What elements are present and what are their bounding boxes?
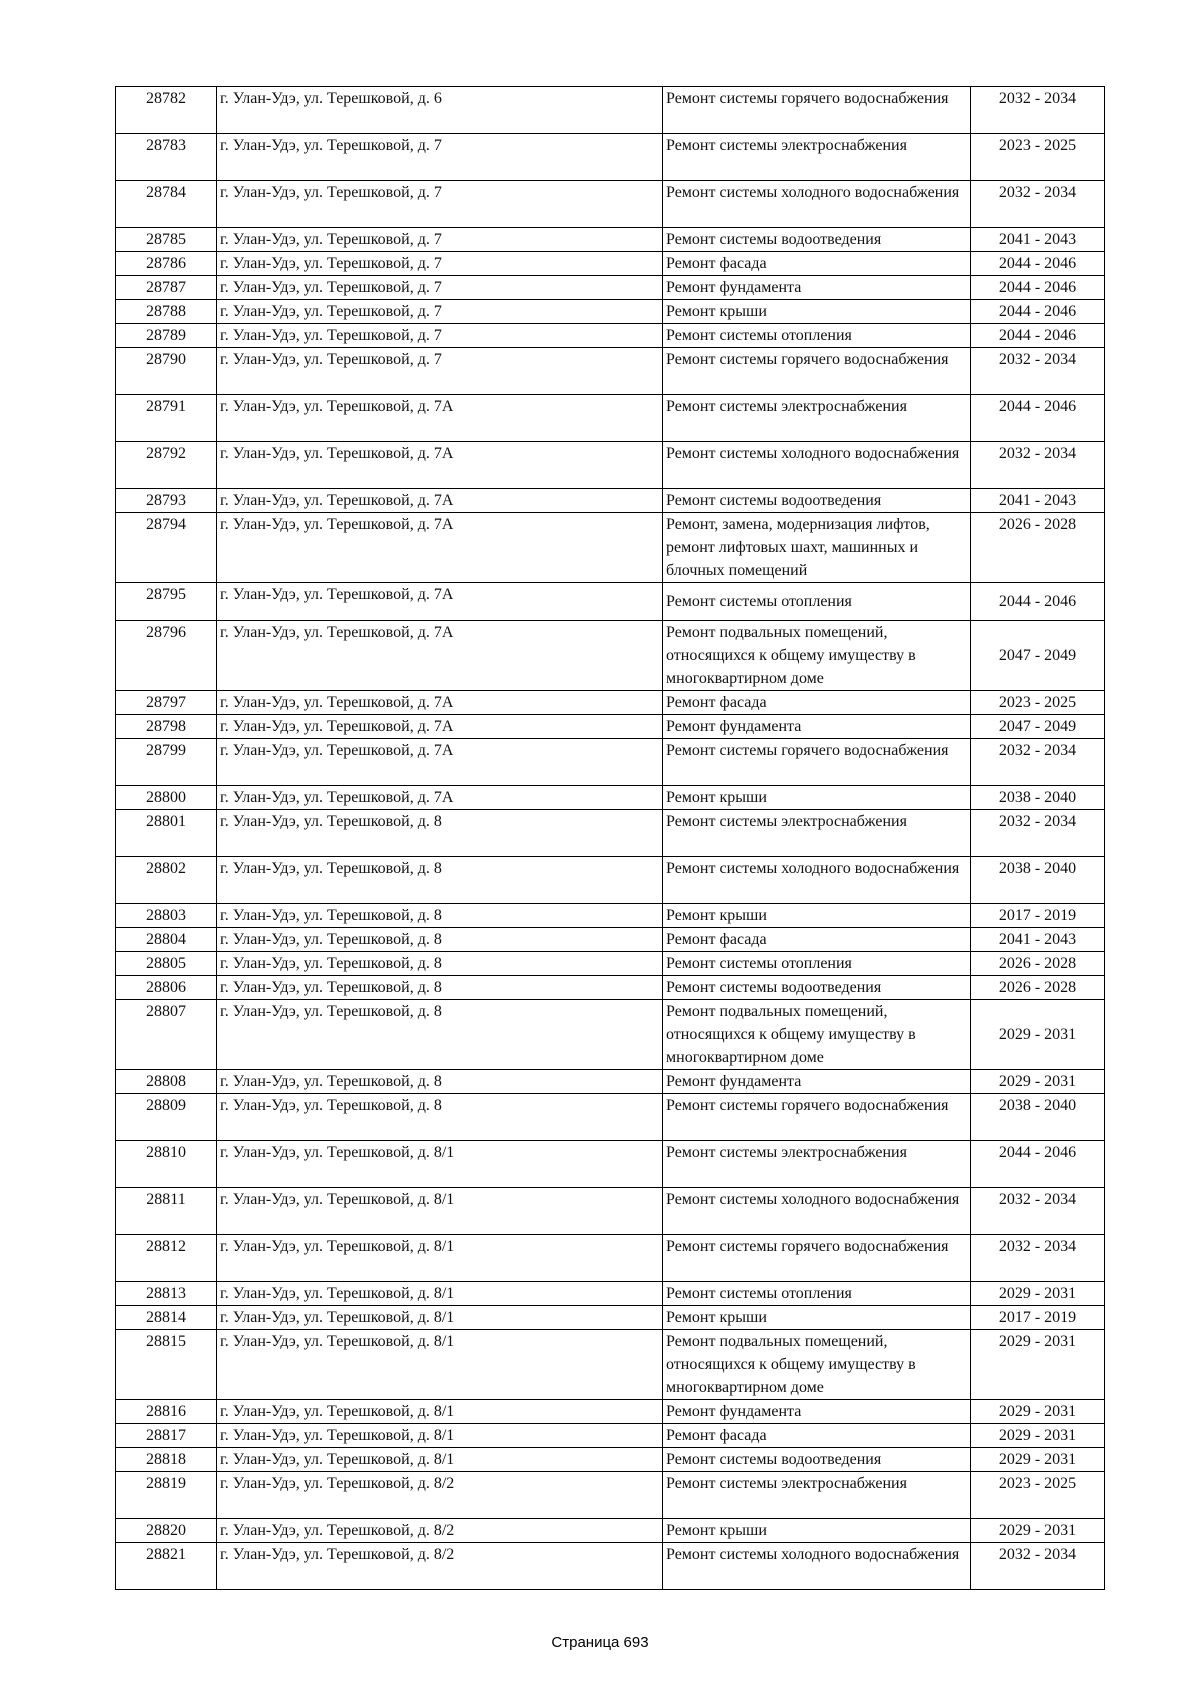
work-type-cell: Ремонт крыши — [663, 786, 971, 810]
work-type-cell: Ремонт системы горячего водоснабжения — [663, 739, 971, 786]
table-row — [116, 1282, 1105, 1306]
work-type-cell: Ремонт системы отопления — [663, 324, 971, 348]
table-row — [116, 857, 1105, 904]
address-cell: г. Улан-Удэ, ул. Терешковой, д. 8 — [217, 928, 663, 952]
record-id-cell: 28791 — [116, 395, 217, 442]
record-id-cell: 28797 — [116, 691, 217, 715]
work-type-cell: Ремонт системы водоотведения — [663, 489, 971, 513]
work-type-cell: Ремонт фасада — [663, 691, 971, 715]
address-cell: г. Улан-Удэ, ул. Терешковой, д. 8/2 — [217, 1472, 663, 1519]
period-cell: 2032 - 2034 — [971, 1235, 1105, 1282]
work-type-cell: Ремонт крыши — [663, 1519, 971, 1543]
address-cell: г. Улан-Удэ, ул. Терешковой, д. 7А — [217, 583, 663, 621]
table-row — [116, 1424, 1105, 1448]
period-cell: 2026 - 2028 — [971, 513, 1105, 583]
table-row — [116, 1141, 1105, 1188]
address-cell: г. Улан-Удэ, ул. Терешковой, д. 7А — [217, 691, 663, 715]
period-cell: 2041 - 2043 — [971, 489, 1105, 513]
address-cell: г. Улан-Удэ, ул. Терешковой, д. 7 — [217, 324, 663, 348]
address-cell: г. Улан-Удэ, ул. Терешковой, д. 7А — [217, 715, 663, 739]
work-type-cell: Ремонт системы холодного водоснабжения — [663, 857, 971, 904]
record-id-cell: 28796 — [116, 621, 217, 691]
address-cell: г. Улан-Удэ, ул. Терешковой, д. 7 — [217, 181, 663, 228]
record-id-cell: 28818 — [116, 1448, 217, 1472]
period-cell: 2044 - 2046 — [971, 583, 1105, 621]
table-row — [116, 810, 1105, 857]
address-cell: г. Улан-Удэ, ул. Терешковой, д. 7 — [217, 228, 663, 252]
work-type-cell: Ремонт фундамента — [663, 715, 971, 739]
work-type-cell: Ремонт системы горячего водоснабжения — [663, 1094, 971, 1141]
table-row — [116, 276, 1105, 300]
table-row — [116, 1235, 1105, 1282]
period-cell: 2038 - 2040 — [971, 1094, 1105, 1141]
period-cell: 2029 - 2031 — [971, 1519, 1105, 1543]
period-cell: 2023 - 2025 — [971, 691, 1105, 715]
work-type-cell: Ремонт системы холодного водоснабжения — [663, 1543, 971, 1590]
work-type-cell: Ремонт системы электроснабжения — [663, 1472, 971, 1519]
table-row — [116, 1094, 1105, 1141]
work-type-cell: Ремонт фундамента — [663, 276, 971, 300]
record-id-cell: 28789 — [116, 324, 217, 348]
period-cell: 2032 - 2034 — [971, 739, 1105, 786]
record-id-cell: 28803 — [116, 904, 217, 928]
table-row — [116, 715, 1105, 739]
work-type-cell: Ремонт крыши — [663, 1306, 971, 1330]
table-row — [116, 87, 1105, 134]
table-row — [116, 134, 1105, 181]
record-id-cell: 28802 — [116, 857, 217, 904]
table-row — [116, 1330, 1105, 1400]
table-row — [116, 1000, 1105, 1070]
work-type-cell: Ремонт системы отопления — [663, 1282, 971, 1306]
period-cell: 2032 - 2034 — [971, 181, 1105, 228]
address-cell: г. Улан-Удэ, ул. Терешковой, д. 7А — [217, 442, 663, 489]
address-cell: г. Улан-Удэ, ул. Терешковой, д. 8/1 — [217, 1330, 663, 1400]
table-row — [116, 904, 1105, 928]
address-cell: г. Улан-Удэ, ул. Терешковой, д. 8 — [217, 976, 663, 1000]
address-cell: г. Улан-Удэ, ул. Терешковой, д. 7 — [217, 252, 663, 276]
record-id-cell: 28813 — [116, 1282, 217, 1306]
address-cell: г. Улан-Удэ, ул. Терешковой, д. 8/1 — [217, 1141, 663, 1188]
work-type-cell: Ремонт системы электроснабжения — [663, 134, 971, 181]
record-id-cell: 28810 — [116, 1141, 217, 1188]
period-cell: 2038 - 2040 — [971, 857, 1105, 904]
table-row — [116, 621, 1105, 691]
address-cell: г. Улан-Удэ, ул. Терешковой, д. 8/1 — [217, 1400, 663, 1424]
record-id-cell: 28807 — [116, 1000, 217, 1070]
work-type-cell: Ремонт фасада — [663, 928, 971, 952]
address-cell: г. Улан-Удэ, ул. Терешковой, д. 7 — [217, 276, 663, 300]
work-type-cell: Ремонт системы холодного водоснабжения — [663, 442, 971, 489]
period-cell: 2032 - 2034 — [971, 810, 1105, 857]
period-cell: 2017 - 2019 — [971, 1306, 1105, 1330]
period-cell: 2023 - 2025 — [971, 1472, 1105, 1519]
record-id-cell: 28788 — [116, 300, 217, 324]
address-cell: г. Улан-Удэ, ул. Терешковой, д. 8/1 — [217, 1306, 663, 1330]
period-cell: 2026 - 2028 — [971, 976, 1105, 1000]
work-type-cell: Ремонт системы горячего водоснабжения — [663, 348, 971, 395]
table-row — [116, 1543, 1105, 1590]
work-type-cell: Ремонт системы электроснабжения — [663, 1141, 971, 1188]
period-cell: 2032 - 2034 — [971, 1543, 1105, 1590]
table-row — [116, 952, 1105, 976]
period-cell: 2029 - 2031 — [971, 1282, 1105, 1306]
page-number: Страница 693 — [551, 1634, 649, 1651]
period-cell: 2032 - 2034 — [971, 442, 1105, 489]
period-cell: 2044 - 2046 — [971, 395, 1105, 442]
address-cell: г. Улан-Удэ, ул. Терешковой, д. 8 — [217, 1094, 663, 1141]
period-cell: 2041 - 2043 — [971, 228, 1105, 252]
period-cell: 2047 - 2049 — [971, 715, 1105, 739]
record-id-cell: 28821 — [116, 1543, 217, 1590]
work-type-cell: Ремонт системы холодного водоснабжения — [663, 181, 971, 228]
period-cell: 2029 - 2031 — [971, 1070, 1105, 1094]
table-row — [116, 181, 1105, 228]
record-id-cell: 28820 — [116, 1519, 217, 1543]
record-id-cell: 28782 — [116, 87, 217, 134]
period-cell: 2026 - 2028 — [971, 952, 1105, 976]
work-type-cell: Ремонт системы отопления — [663, 952, 971, 976]
table-row — [116, 348, 1105, 395]
address-cell: г. Улан-Удэ, ул. Терешковой, д. 7А — [217, 786, 663, 810]
table-row — [116, 739, 1105, 786]
table-row — [116, 1448, 1105, 1472]
period-cell: 2032 - 2034 — [971, 87, 1105, 134]
work-type-cell: Ремонт фасада — [663, 252, 971, 276]
table-row — [116, 442, 1105, 489]
table-row — [116, 1519, 1105, 1543]
work-type-cell: Ремонт крыши — [663, 904, 971, 928]
period-cell: 2041 - 2043 — [971, 928, 1105, 952]
period-cell: 2044 - 2046 — [971, 1141, 1105, 1188]
address-cell: г. Улан-Удэ, ул. Терешковой, д. 7А — [217, 621, 663, 691]
work-type-cell: Ремонт фундамента — [663, 1400, 971, 1424]
address-cell: г. Улан-Удэ, ул. Терешковой, д. 8 — [217, 1070, 663, 1094]
table-row — [116, 395, 1105, 442]
address-cell: г. Улан-Удэ, ул. Терешковой, д. 8 — [217, 857, 663, 904]
period-cell: 2038 - 2040 — [971, 786, 1105, 810]
address-cell: г. Улан-Удэ, ул. Терешковой, д. 8/2 — [217, 1543, 663, 1590]
work-type-cell: Ремонт крыши — [663, 300, 971, 324]
work-type-cell: Ремонт системы электроснабжения — [663, 810, 971, 857]
record-id-cell: 28799 — [116, 739, 217, 786]
period-cell: 2017 - 2019 — [971, 904, 1105, 928]
table-row — [116, 1070, 1105, 1094]
work-type-cell: Ремонт подвальных помещений, относящихся к общему имуществу в многоквартирном доме — [663, 1000, 971, 1070]
record-id-cell: 28811 — [116, 1188, 217, 1235]
address-cell: г. Улан-Удэ, ул. Терешковой, д. 7А — [217, 395, 663, 442]
period-cell: 2029 - 2031 — [971, 1000, 1105, 1070]
table-row — [116, 928, 1105, 952]
table-row — [116, 300, 1105, 324]
period-cell: 2044 - 2046 — [971, 300, 1105, 324]
table-row — [116, 513, 1105, 583]
work-type-cell: Ремонт подвальных помещений, относящихся к общему имуществу в многоквартирном доме — [663, 621, 971, 691]
work-type-cell: Ремонт фасада — [663, 1424, 971, 1448]
work-type-cell: Ремонт системы электроснабжения — [663, 395, 971, 442]
record-id-cell: 28801 — [116, 810, 217, 857]
address-cell: г. Улан-Удэ, ул. Терешковой, д. 7 — [217, 348, 663, 395]
record-id-cell: 28800 — [116, 786, 217, 810]
address-cell: г. Улан-Удэ, ул. Терешковой, д. 8/2 — [217, 1519, 663, 1543]
address-cell: г. Улан-Удэ, ул. Терешковой, д. 8 — [217, 810, 663, 857]
address-cell: г. Улан-Удэ, ул. Терешковой, д. 7А — [217, 513, 663, 583]
table-row — [116, 252, 1105, 276]
repair-schedule-table — [115, 86, 1105, 1590]
record-id-cell: 28790 — [116, 348, 217, 395]
record-id-cell: 28812 — [116, 1235, 217, 1282]
period-cell: 2023 - 2025 — [971, 134, 1105, 181]
table-row — [116, 786, 1105, 810]
record-id-cell: 28794 — [116, 513, 217, 583]
record-id-cell: 28804 — [116, 928, 217, 952]
work-type-cell: Ремонт системы горячего водоснабжения — [663, 87, 971, 134]
work-type-cell: Ремонт подвальных помещений, относящихся к общему имуществу в многоквартирном доме — [663, 1330, 971, 1400]
work-type-cell: Ремонт системы водоотведения — [663, 228, 971, 252]
record-id-cell: 28784 — [116, 181, 217, 228]
table-row — [116, 583, 1105, 621]
address-cell: г. Улан-Удэ, ул. Терешковой, д. 8/1 — [217, 1235, 663, 1282]
record-id-cell: 28783 — [116, 134, 217, 181]
record-id-cell: 28798 — [116, 715, 217, 739]
record-id-cell: 28819 — [116, 1472, 217, 1519]
record-id-cell: 28806 — [116, 976, 217, 1000]
record-id-cell: 28787 — [116, 276, 217, 300]
table-row — [116, 1188, 1105, 1235]
period-cell: 2047 - 2049 — [971, 621, 1105, 691]
address-cell: г. Улан-Удэ, ул. Терешковой, д. 8/1 — [217, 1188, 663, 1235]
record-id-cell: 28808 — [116, 1070, 217, 1094]
record-id-cell: 28793 — [116, 489, 217, 513]
address-cell: г. Улан-Удэ, ул. Терешковой, д. 8 — [217, 904, 663, 928]
period-cell: 2029 - 2031 — [971, 1448, 1105, 1472]
work-type-cell: Ремонт системы водоотведения — [663, 1448, 971, 1472]
work-type-cell: Ремонт системы отопления — [663, 583, 971, 621]
address-cell: г. Улан-Удэ, ул. Терешковой, д. 8/1 — [217, 1448, 663, 1472]
address-cell: г. Улан-Удэ, ул. Терешковой, д. 8 — [217, 1000, 663, 1070]
table-row — [116, 1400, 1105, 1424]
period-cell: 2044 - 2046 — [971, 276, 1105, 300]
period-cell: 2032 - 2034 — [971, 348, 1105, 395]
record-id-cell: 28805 — [116, 952, 217, 976]
address-cell: г. Улан-Удэ, ул. Терешковой, д. 8 — [217, 952, 663, 976]
address-cell: г. Улан-Удэ, ул. Терешковой, д. 7 — [217, 300, 663, 324]
record-id-cell: 28786 — [116, 252, 217, 276]
period-cell: 2044 - 2046 — [971, 252, 1105, 276]
period-cell: 2029 - 2031 — [971, 1400, 1105, 1424]
table-row — [116, 489, 1105, 513]
address-cell: г. Улан-Удэ, ул. Терешковой, д. 8/1 — [217, 1424, 663, 1448]
period-cell: 2029 - 2031 — [971, 1424, 1105, 1448]
period-cell: 2032 - 2034 — [971, 1188, 1105, 1235]
address-cell: г. Улан-Удэ, ул. Терешковой, д. 8/1 — [217, 1282, 663, 1306]
table-row — [116, 976, 1105, 1000]
record-id-cell: 28816 — [116, 1400, 217, 1424]
table-row — [116, 691, 1105, 715]
period-cell: 2029 - 2031 — [971, 1330, 1105, 1400]
table-row — [116, 324, 1105, 348]
table-row — [116, 1306, 1105, 1330]
period-cell: 2044 - 2046 — [971, 324, 1105, 348]
address-cell: г. Улан-Удэ, ул. Терешковой, д. 6 — [217, 87, 663, 134]
record-id-cell: 28792 — [116, 442, 217, 489]
address-cell: г. Улан-Удэ, ул. Терешковой, д. 7А — [217, 739, 663, 786]
record-id-cell: 28815 — [116, 1330, 217, 1400]
work-type-cell: Ремонт, замена, модернизация лифтов, ремонт лифтовых шахт, машинных и блочных помещений — [663, 513, 971, 583]
work-type-cell: Ремонт системы холодного водоснабжения — [663, 1188, 971, 1235]
record-id-cell: 28809 — [116, 1094, 217, 1141]
table-body — [116, 87, 1105, 1590]
address-cell: г. Улан-Удэ, ул. Терешковой, д. 7 — [217, 134, 663, 181]
record-id-cell: 28795 — [116, 583, 217, 621]
table-row — [116, 1472, 1105, 1519]
record-id-cell: 28814 — [116, 1306, 217, 1330]
table-row — [116, 228, 1105, 252]
record-id-cell: 28785 — [116, 228, 217, 252]
work-type-cell: Ремонт системы водоотведения — [663, 976, 971, 1000]
address-cell: г. Улан-Удэ, ул. Терешковой, д. 7А — [217, 489, 663, 513]
record-id-cell: 28817 — [116, 1424, 217, 1448]
work-type-cell: Ремонт фундамента — [663, 1070, 971, 1094]
work-type-cell: Ремонт системы горячего водоснабжения — [663, 1235, 971, 1282]
